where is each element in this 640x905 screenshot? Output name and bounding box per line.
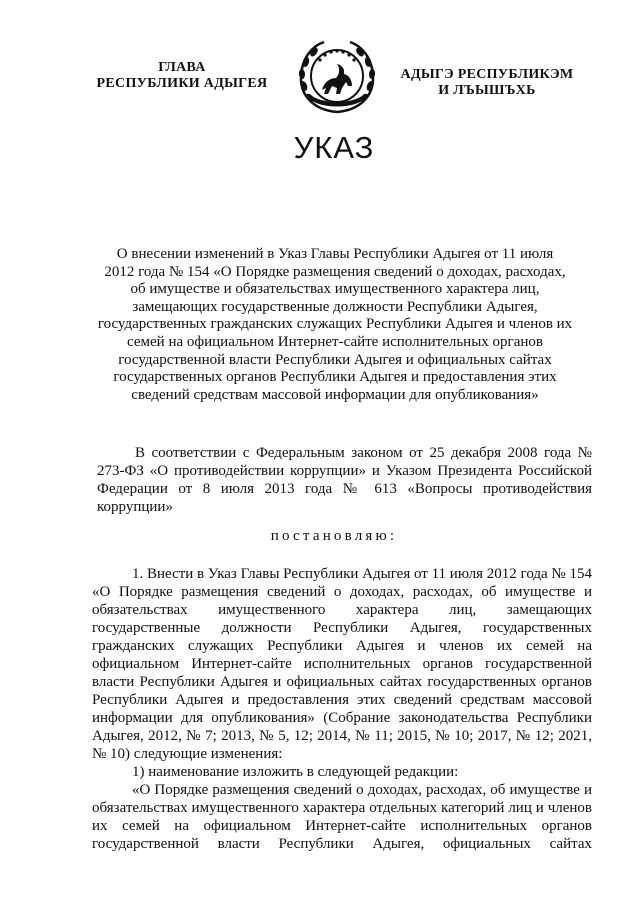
body-paragraph-1: 1. Внести в Указ Главы Республики Адыгея от 11 июля 2012 года № 154 «О Порядке размещения сведений о доходах, расходах, об имуществе и обязательствах имущественного характера лиц, замещающих государственные должности Республики Адыгея, государственных гражданских служащих Республики Адыгея и членов их семей на официальном Интернет-сайте исполнительных органов государственной власти Республики Адыгея и официальных сайтах государственных органов Республики Адыгея и предоставления этих сведений средствам массовой информации для опубликования» (Собрание законодательства Республики Адыгея, 2012, № 7; 2013, № 5, 12; 2014, № 11; 2015, № 10; 2017, № 12; 2021, № 10) следующие изменения: [92, 566, 592, 762]
subject-line: О внесении изменений в Указ Главы Республики Адыгея от 11 июля [116, 246, 554, 262]
subject-line: замещающих государственные должности Республики Адыгея, [132, 298, 538, 315]
resolve-word: постановляю: [270, 528, 398, 544]
coat-of-arms-icon [294, 38, 380, 116]
header-left-line1: ГЛАВА [158, 60, 206, 75]
preamble-paragraph: В соответствии с Федеральным законом от 25 декабря 2008 года № 273-ФЗ «О противодействии коррупции» и Указом Президента Российской Федерации от 8 июля 2013 года № 613 «Вопросы противодействия коррупции» [97, 445, 592, 515]
decree-title: УКАЗ [293, 130, 375, 165]
subject-line: государственных гражданских служащих Республики Адыгея и членов их [97, 316, 573, 333]
header-right-line1: АДЫГЭ РЕСПУБЛИКЭМ [400, 67, 574, 82]
body-paragraph-2: 1) наименование изложить в следующей редакции: [132, 764, 459, 780]
header-right [392, 67, 582, 99]
subject-line: 2012 года № 154 «О Порядке размещения сведений о доходах, расходах, [104, 263, 566, 280]
decree-subject [80, 246, 590, 404]
body-paragraph-3: «О Порядке размещения сведений о доходах, расходах, об имуществе и обязательствах имущественного характера отдельных категорий лиц и членов их семей на официальном Интернет-сайте исполнительных органов государственной власти Республики Адыгея, официальных сайтах [92, 782, 592, 852]
header-left-line2: РЕСПУБЛИКИ АДЫГЕЯ [96, 76, 268, 91]
subject-line: об имуществе и обязательствах имущественного характера лиц, [130, 281, 540, 298]
subject-line: семей на официальном Интернет-сайте исполнительных органов [127, 333, 543, 350]
decree-body [92, 565, 592, 853]
subject-line: государственных органов Республики Адыгея и предоставления этих [113, 369, 557, 386]
header-left [82, 60, 282, 92]
subject-line: сведений средствам массовой информации для опубликования» [131, 386, 539, 403]
header-right-line2: И ЛЪЫШЪХЬ [438, 83, 536, 98]
subject-line: государственной власти Республики Адыгея и официальных сайтах [118, 351, 552, 368]
